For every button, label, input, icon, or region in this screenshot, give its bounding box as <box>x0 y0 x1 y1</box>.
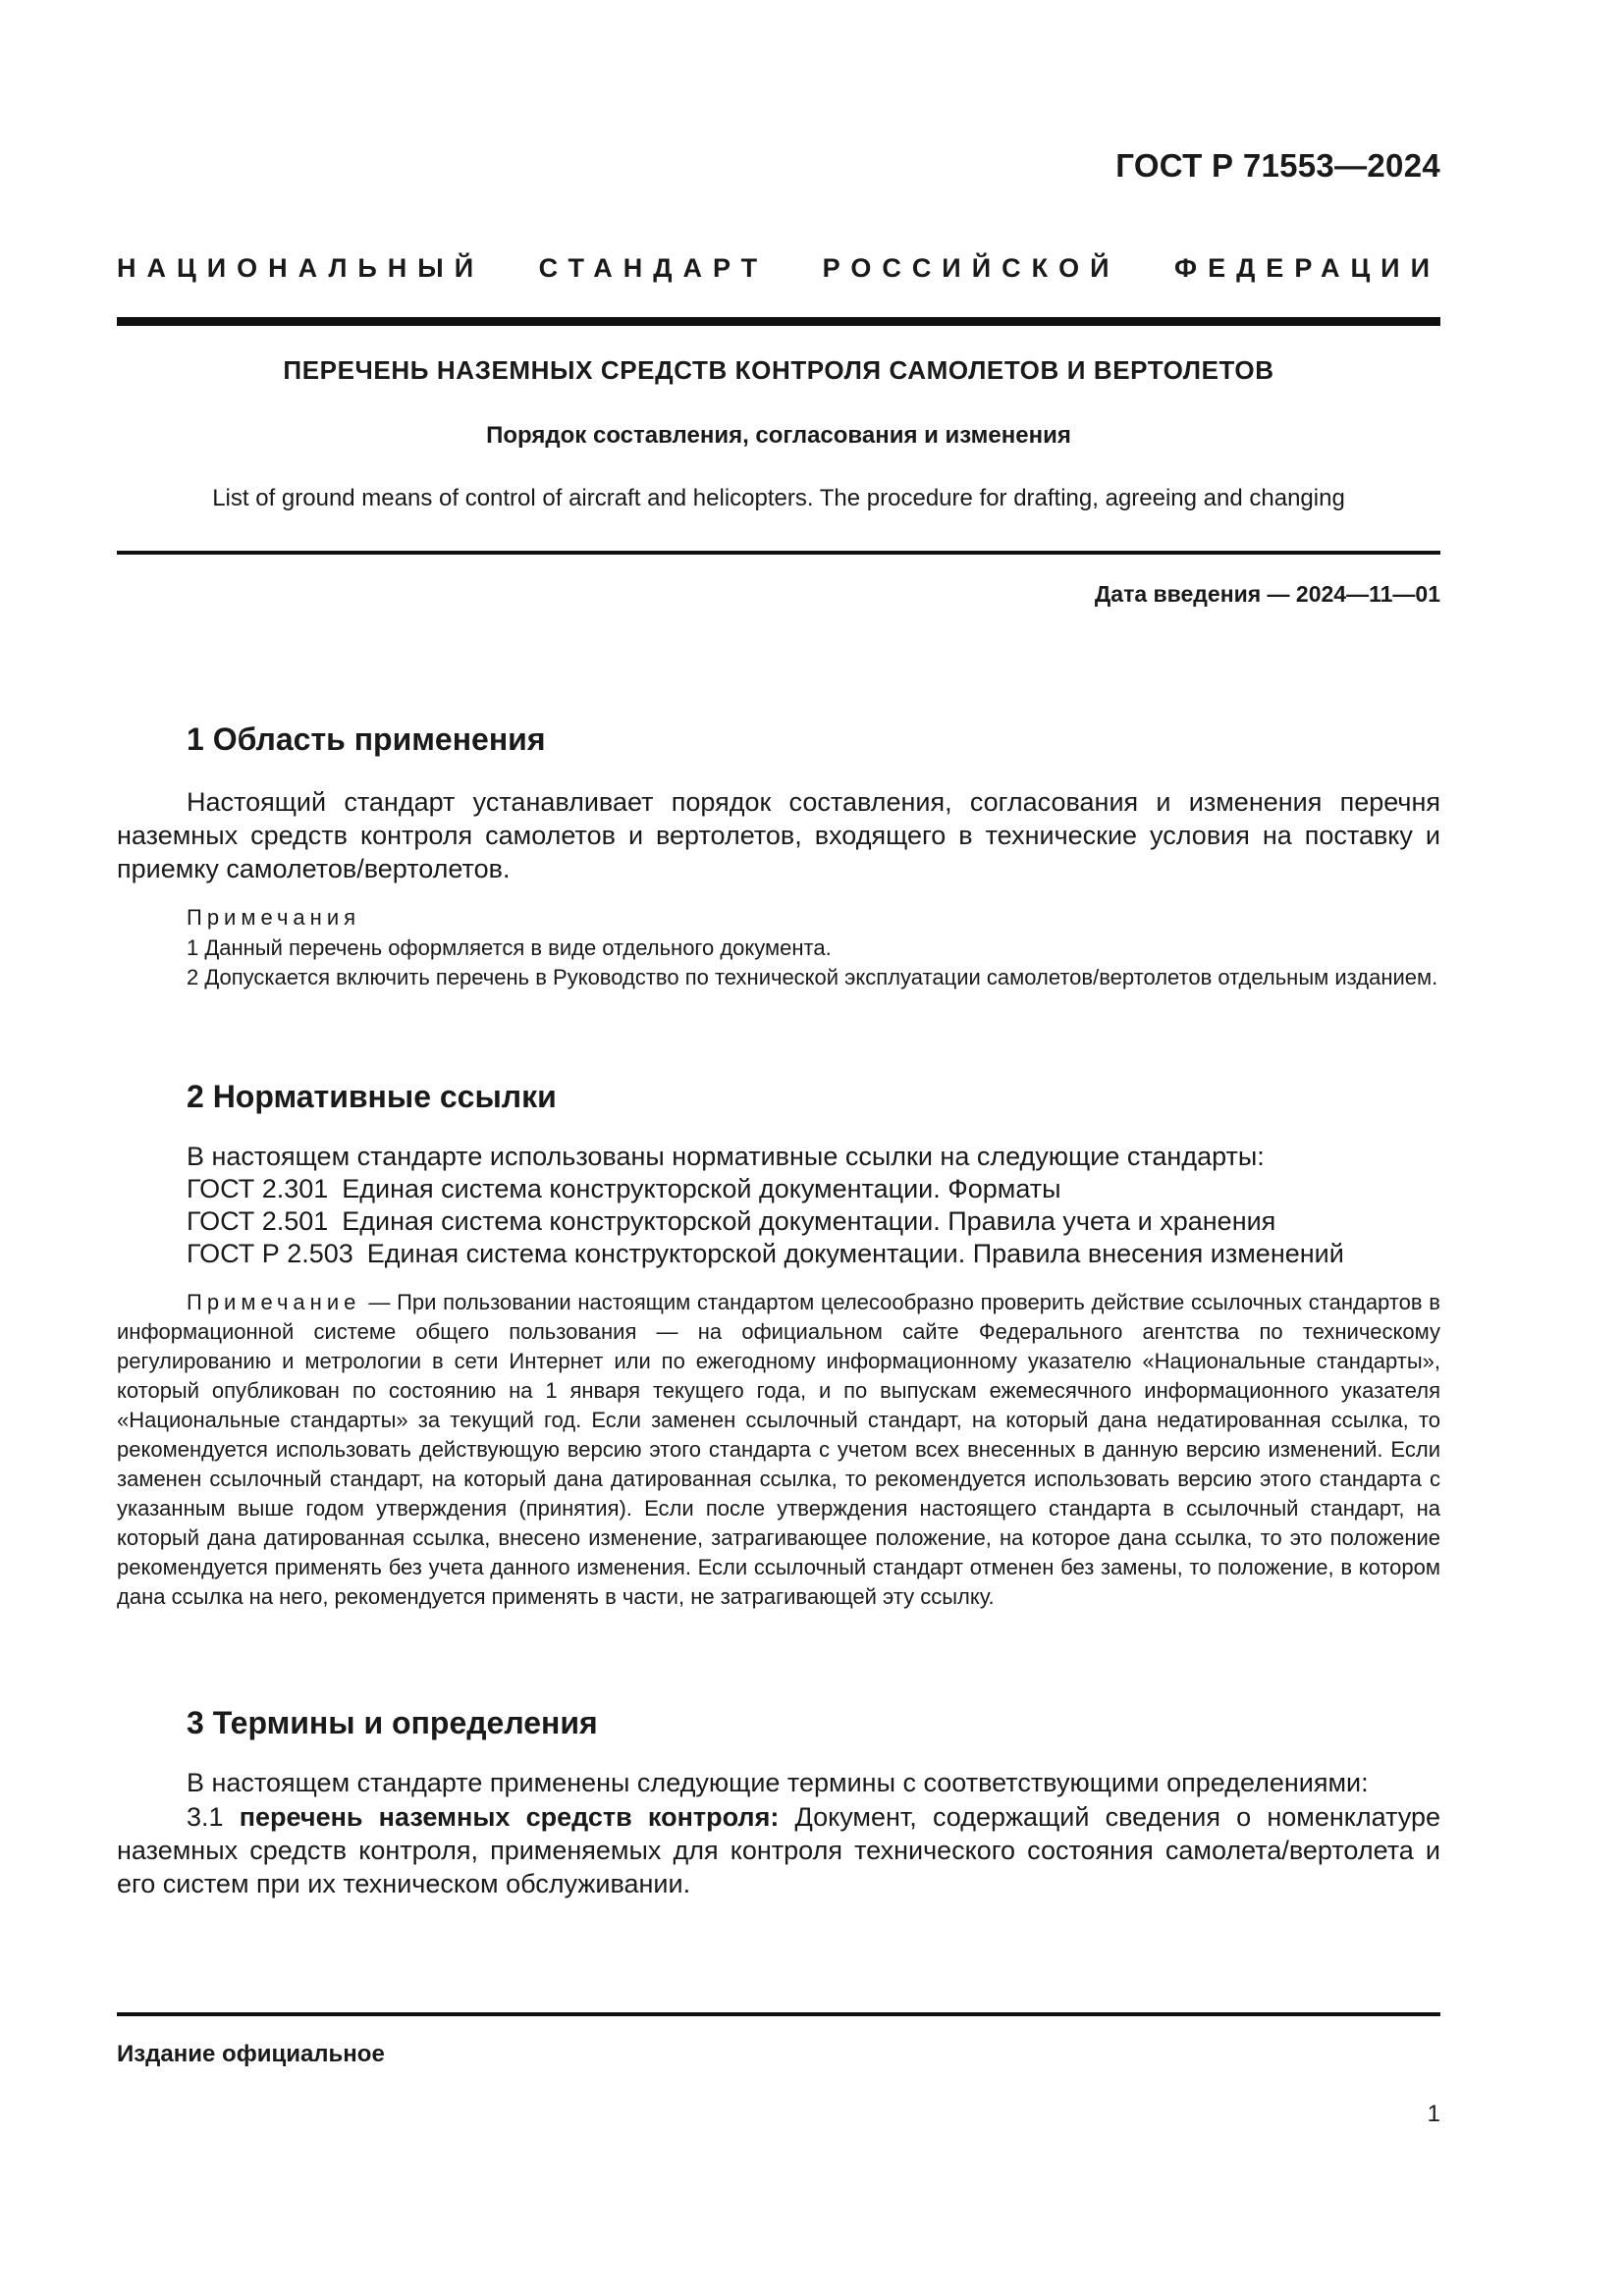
reference-title: Единая система конструкторской документации. Форматы <box>342 1174 1061 1203</box>
standard-banner: НАЦИОНАЛЬНЫЙ СТАНДАРТ РОССИЙСКОЙ ФЕДЕРАЦИИ <box>117 253 1440 283</box>
reference-item <box>187 1239 1344 1269</box>
reference-title: Единая система конструкторской документации. Правила учета и хранения <box>342 1206 1276 1236</box>
document-page <box>117 0 1440 2296</box>
term-text: Документ, содержащий сведения о номенклатуре наземных средств контроля, применяемых для контроля технического состояния самолета/вертолета и его систем при их техническом обслуживании. <box>117 1802 1440 1898</box>
reference-title: Единая система конструкторской документации. Правила внесения изменений <box>366 1239 1344 1268</box>
document-title: ПЕРЕЧЕНЬ НАЗЕМНЫХ СРЕДСТВ КОНТРОЛЯ САМОЛЕТОВ И ВЕРТОЛЕТОВ <box>283 355 1274 385</box>
references-intro: В настоящем стандарте использованы нормативные ссылки на следующие стандарты: <box>187 1142 1265 1171</box>
references-note <box>117 1288 1440 1612</box>
terms-intro: В настоящем стандарте применены следующие термины с соответствующими определениями: <box>187 1768 1369 1797</box>
footer-rule <box>117 2012 1440 2016</box>
section-1-text: Настоящий стандарт устанавливает порядок составления, согласования и изменения перечня наземных средств контроля самолетов и вертолетов, входящего в технические условия на поставку и приемку самолетов/вертолетов. <box>117 787 1440 883</box>
document-title-english: List of ground means of control of aircraft and helicopters. The procedure for drafting, agreeing and changing <box>212 485 1345 511</box>
title-rule <box>117 551 1440 555</box>
term-number: 3.1 <box>187 1802 224 1832</box>
reference-item <box>187 1174 1061 1204</box>
header-rule <box>117 317 1440 326</box>
notes-heading: Примечания <box>187 905 361 930</box>
term-definition <box>117 1800 1440 1900</box>
introduction-date: Дата введения — 2024—11—01 <box>1094 581 1440 607</box>
official-edition: Издание официальное <box>117 2041 385 2067</box>
document-subtitle: Порядок составления, согласования и изменения <box>486 422 1071 449</box>
note-body: — При пользовании настоящим стандартом целесообразно проверить действие ссылочных стандартов в информационной системе общего пользования — на официальном сайте Федерального агентства по техническому регулированию и метрологии в сети Интернет или по ежегодному информационному указателю «Национальные стандарты», который опубликован по состоянию на 1 января текущего года, и по выпускам ежемесячного информационного указателя «Национальные стандарты» за текущий год. Если заменен ссылочный стандарт, на который дана недатированная ссылка, то рекомендуется использовать действующую версию этого стандарта с учетом всех внесенных в данную версию изменений. Если заменен ссылочный стандарт, на который дана датированная ссылка, то рекомендуется использовать версию этого стандарта с указанным выше годом утверждения (принятия). Если после утверждения настоящего стандарта в ссылочный стандарт, на который дана датированная ссылка, внесено изменение, затрагивающее положение, на которое дана ссылка, то это положение рекомендуется применять без учета данного изменения. Если ссылочный стандарт отменен без замены, то положение, в котором дана ссылка на него, рекомендуется применять в части, не затрагивающей эту ссылку. <box>117 1290 1440 1609</box>
section-3-heading: 3 Термины и определения <box>187 1705 598 1740</box>
reference-code: ГОСТ 2.301 <box>187 1174 329 1203</box>
page-number: 1 <box>1427 2101 1440 2127</box>
reference-code: ГОСТ Р 2.503 <box>187 1239 353 1268</box>
reference-code: ГОСТ 2.501 <box>187 1206 329 1236</box>
note-1: 1 Данный перечень оформляется в виде отдельного документа. <box>187 935 832 960</box>
document-code: ГОСТ Р 71553—2024 <box>1115 147 1440 184</box>
section-2-heading: 2 Нормативные ссылки <box>187 1079 557 1114</box>
note-label: Примечание <box>187 1290 361 1314</box>
section-1-heading: 1 Область применения <box>187 721 546 757</box>
term-name: перечень наземных средств контроля: <box>239 1802 780 1832</box>
note-2: 2 Допускается включить перечень в Руководство по технической эксплуатации самолетов/вертолетов отдельным изданием. <box>187 965 1438 989</box>
reference-item <box>187 1206 1275 1237</box>
